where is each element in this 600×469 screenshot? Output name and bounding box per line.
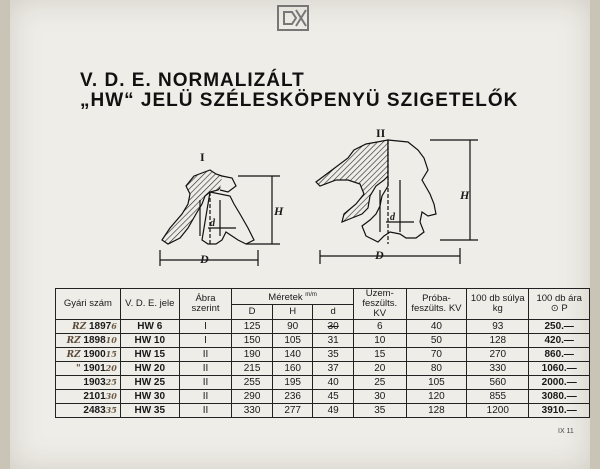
cell-uzem: 25 (353, 376, 406, 390)
drawing-1-dim-D: D (200, 252, 209, 266)
drawing-label-1: I (200, 150, 205, 164)
cell-suly: 270 (467, 348, 529, 362)
table-row (56, 348, 590, 362)
cell-vde: HW 25 (120, 376, 179, 390)
cell-gyari (56, 348, 121, 362)
handwritten-suffix: 15 (105, 349, 117, 359)
cell-H: 140 (272, 348, 313, 362)
header-meretek-label: Méretek (268, 291, 303, 303)
header-ar: 100 db ára ⊙ P (529, 289, 590, 320)
header-H: H (272, 304, 313, 319)
table-row (56, 334, 590, 348)
cell-vde: HW 20 (120, 362, 179, 376)
header-vde-jele: V. D. E. jele (120, 289, 179, 320)
header-D: D (232, 304, 273, 319)
cell-H: 90 (272, 320, 313, 334)
cell-ar: 420.— (529, 334, 590, 348)
drawing-1-dim-H: H (274, 204, 284, 218)
cell-D: 330 (232, 404, 273, 418)
cell-ar: 2000.— (529, 376, 590, 390)
handwritten-prefix: RZ (66, 336, 81, 346)
table-row (56, 404, 590, 418)
cell-gyari (56, 320, 121, 334)
cell-H: 195 (272, 376, 313, 390)
cell-proba: 120 (406, 390, 467, 404)
cell-uzem: 35 (353, 404, 406, 418)
cell-ar: 860.— (529, 348, 590, 362)
gyari-szam: 1898 (83, 335, 106, 346)
cell-proba: 70 (406, 348, 467, 362)
cell-gyari (56, 390, 121, 404)
drawing-2-dim-D: D (375, 248, 384, 262)
cell-abra: II (179, 376, 232, 390)
cell-proba: 40 (406, 320, 467, 334)
insulator-1-drawing (160, 170, 280, 266)
cell-abra: II (179, 362, 232, 376)
cell-d: 40 (313, 376, 353, 390)
drawing-1-dim-d: d (210, 218, 215, 229)
gyari-szam: 2483 (83, 405, 106, 416)
catalog-page (10, 0, 590, 469)
cell-proba: 128 (406, 404, 467, 418)
handwritten-suffix: 30 (105, 391, 117, 401)
cell-ar: 3910.— (529, 404, 590, 418)
cell-d: 31 (313, 334, 353, 348)
gyari-szam: 1903 (83, 377, 106, 388)
header-abra-szerint: Ábra szerint (179, 289, 232, 320)
handwritten-suffix: 10 (105, 335, 117, 345)
table-row (56, 362, 590, 376)
insulator-drawings (10, 0, 590, 285)
cell-abra: I (179, 334, 232, 348)
drawing-label-2: II (376, 126, 386, 140)
cell-uzem: 6 (353, 320, 406, 334)
header-uzem: Üzem-feszülts. KV (353, 289, 406, 320)
cell-suly: 855 (467, 390, 529, 404)
handwritten-suffix: 6 (111, 321, 117, 331)
cell-d: 35 (313, 348, 353, 362)
cell-d: 49 (313, 404, 353, 418)
cell-proba: 105 (406, 376, 467, 390)
gyari-szam: 1900 (83, 349, 106, 360)
cell-D: 215 (232, 362, 273, 376)
cell-vde: HW 10 (120, 334, 179, 348)
cell-ar: 3080.— (529, 390, 590, 404)
page-code: IX 11 (558, 428, 574, 435)
cell-D: 255 (232, 376, 273, 390)
cell-d: 30 (313, 320, 353, 334)
cell-suly: 560 (467, 376, 529, 390)
cell-gyari (56, 376, 121, 390)
cell-gyari (56, 404, 121, 418)
cell-D: 150 (232, 334, 273, 348)
cell-d: 37 (313, 362, 353, 376)
cell-d: 45 (313, 390, 353, 404)
handwritten-prefix: RZ (66, 350, 81, 360)
cell-vde: HW 6 (120, 320, 179, 334)
drawing-2-dim-d: d (390, 212, 395, 223)
header-proba: Próba-feszülts. KV (406, 289, 467, 320)
cell-uzem: 15 (353, 348, 406, 362)
insulator-2-drawing (316, 140, 478, 264)
cell-proba: 50 (406, 334, 467, 348)
handwritten-suffix: 35 (105, 405, 117, 415)
cell-H: 236 (272, 390, 313, 404)
gyari-szam: 1897 (88, 321, 112, 332)
cell-abra: II (179, 390, 232, 404)
cell-gyari (56, 334, 121, 348)
header-d: d (313, 304, 353, 319)
cell-H: 105 (272, 334, 313, 348)
header-meretek-unit: m/m (305, 291, 317, 298)
table-row (56, 320, 590, 334)
table-row (56, 376, 590, 390)
cell-proba: 80 (406, 362, 467, 376)
cell-H: 277 (272, 404, 313, 418)
cell-ar: 1060.— (529, 362, 590, 376)
cell-suly: 330 (467, 362, 529, 376)
header-suly: 100 db súlya kg (467, 289, 529, 320)
table-row (56, 390, 590, 404)
cell-D: 190 (232, 348, 273, 362)
cell-D: 290 (232, 390, 273, 404)
cell-vde: HW 35 (120, 404, 179, 418)
cell-gyari (56, 362, 121, 376)
handwritten-prefix: " (75, 364, 81, 374)
cell-uzem: 10 (353, 334, 406, 348)
handwritten-suffix: 20 (105, 363, 117, 373)
cell-vde: HW 30 (120, 390, 179, 404)
cell-abra: II (179, 348, 232, 362)
cell-ar: 250.— (529, 320, 590, 334)
cell-suly: 1200 (467, 404, 529, 418)
cell-uzem: 30 (353, 390, 406, 404)
cell-abra: II (179, 404, 232, 418)
cell-D: 125 (232, 320, 273, 334)
title-line-2: „HW“ JELÜ SZÉLESKÖPENYÜ SZIGETELŐK (80, 90, 519, 111)
cell-H: 160 (272, 362, 313, 376)
title-line-1: V. D. E. NORMALIZÁLT (80, 70, 305, 91)
cell-suly: 93 (467, 320, 529, 334)
header-gyari-szam: Gyári szám (56, 289, 121, 320)
specifications-table (55, 288, 590, 418)
cell-uzem: 20 (353, 362, 406, 376)
header-meretek (232, 289, 354, 305)
handwritten-prefix: RZ (72, 322, 87, 332)
gyari-szam: 1901 (83, 363, 106, 374)
gyari-szam: 2101 (83, 391, 106, 402)
handwritten-suffix: 25 (105, 377, 117, 387)
cell-suly: 128 (467, 334, 529, 348)
cell-abra: I (179, 320, 232, 334)
cell-vde: HW 15 (120, 348, 179, 362)
drawing-2-dim-H: H (460, 188, 470, 202)
